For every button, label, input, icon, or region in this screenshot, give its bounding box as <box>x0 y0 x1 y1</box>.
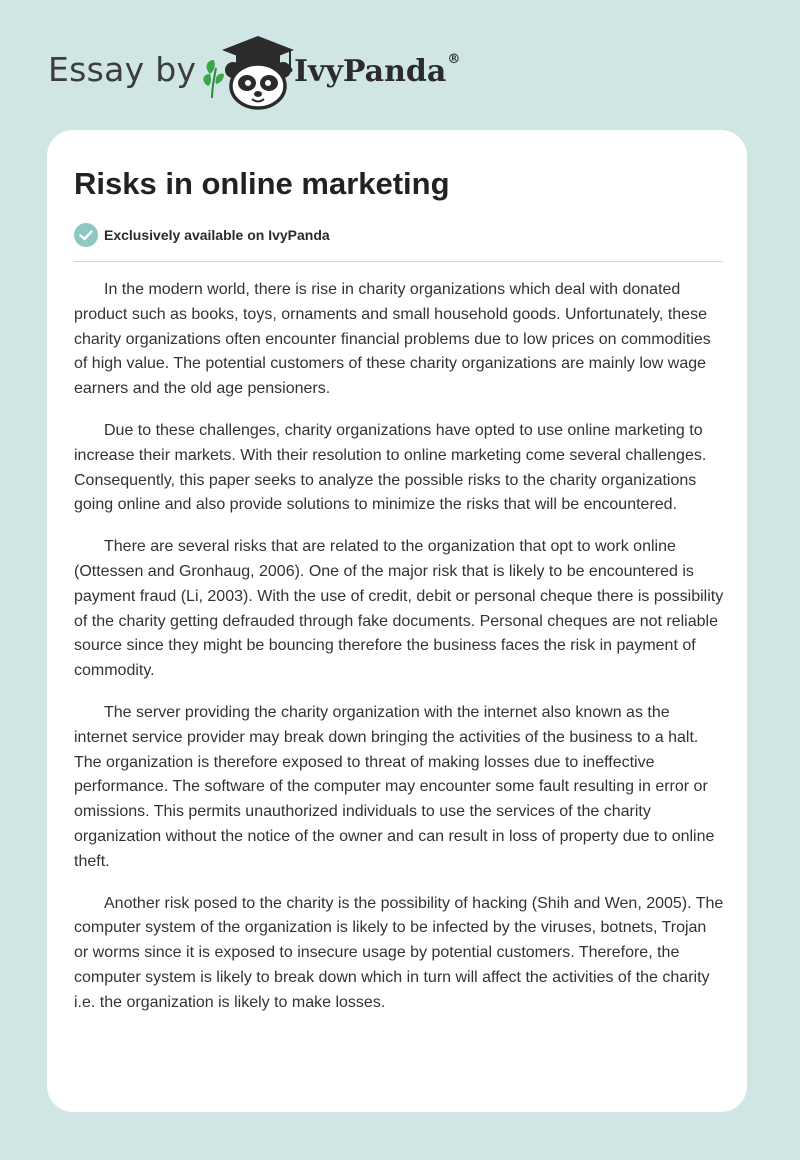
page-title: Risks in online marketing <box>74 166 450 201</box>
essay-body <box>74 278 724 1033</box>
registered-mark: ® <box>447 52 461 67</box>
brand-prefix: Essay by <box>48 50 197 89</box>
paragraph-3: There are several risks that are related to the organization that opt to work online (Ottessen and Gronhaug, 2006). One of the major risk that is likely to be encountered is payment fraud (Li, 2003). With the use of credit, debit or personal cheque there is possibility of the charity getting defrauded through fake documents. Personal cheques are not reliable source since they might be bouncing therefore the business faces the risk in payment of commodity. <box>74 538 724 680</box>
brand-header <box>48 34 508 110</box>
essay-card <box>47 130 747 1112</box>
paragraph-2: Due to these challenges, charity organizations have opted to use online marketing to increase their markets. With their resolution to online marketing come several challenges. Consequently, this paper seeks to analyze the possible risks to the charity organizations going online and also provide solutions to minimize the risks that will be encountered. <box>74 421 707 514</box>
brand-name-text: IvyPanda <box>294 54 447 89</box>
paragraph-4: The server providing the charity organization with the internet also known as the internet service provider may break down bringing the activities of the business to a halt. The organization is therefore exposed to threat of making losses due to ineffective performance. The software of the computer may encounter some fault resulting in error or omissions. This permits unauthorized individuals to use the services of the charity organization without the notice of the owner and can result in loss of property due to online theft. <box>74 703 715 870</box>
exclusive-badge-text: Exclusively available on IvyPanda <box>104 227 330 243</box>
exclusive-badge <box>74 222 330 248</box>
check-circle-icon <box>74 223 98 247</box>
paragraph-5: Another risk posed to the charity is the possibility of hacking (Shih and Wen, 2005). The computer system of the organization is likely to be infected by the viruses, botnets, Trojan or worms since it is exposed to insecure usage by potential customers. Therefore, the computer system is likely to break down which in turn will affect the activities of the charity i.e. the organization is likely to make losses. <box>74 894 724 1011</box>
panda-graduate-icon <box>202 34 302 110</box>
brand-name <box>294 54 460 89</box>
title-divider <box>74 261 723 262</box>
paragraph-1: In the modern world, there is rise in charity organizations which deal with donated product such as books, toys, ornaments and small household goods. Unfortunately, these charity organizations often encounter financial problems due to low prices on commodities of high value. The potential customers of these charity organizations are mainly low wage earners and the old age pensioners. <box>74 281 711 398</box>
